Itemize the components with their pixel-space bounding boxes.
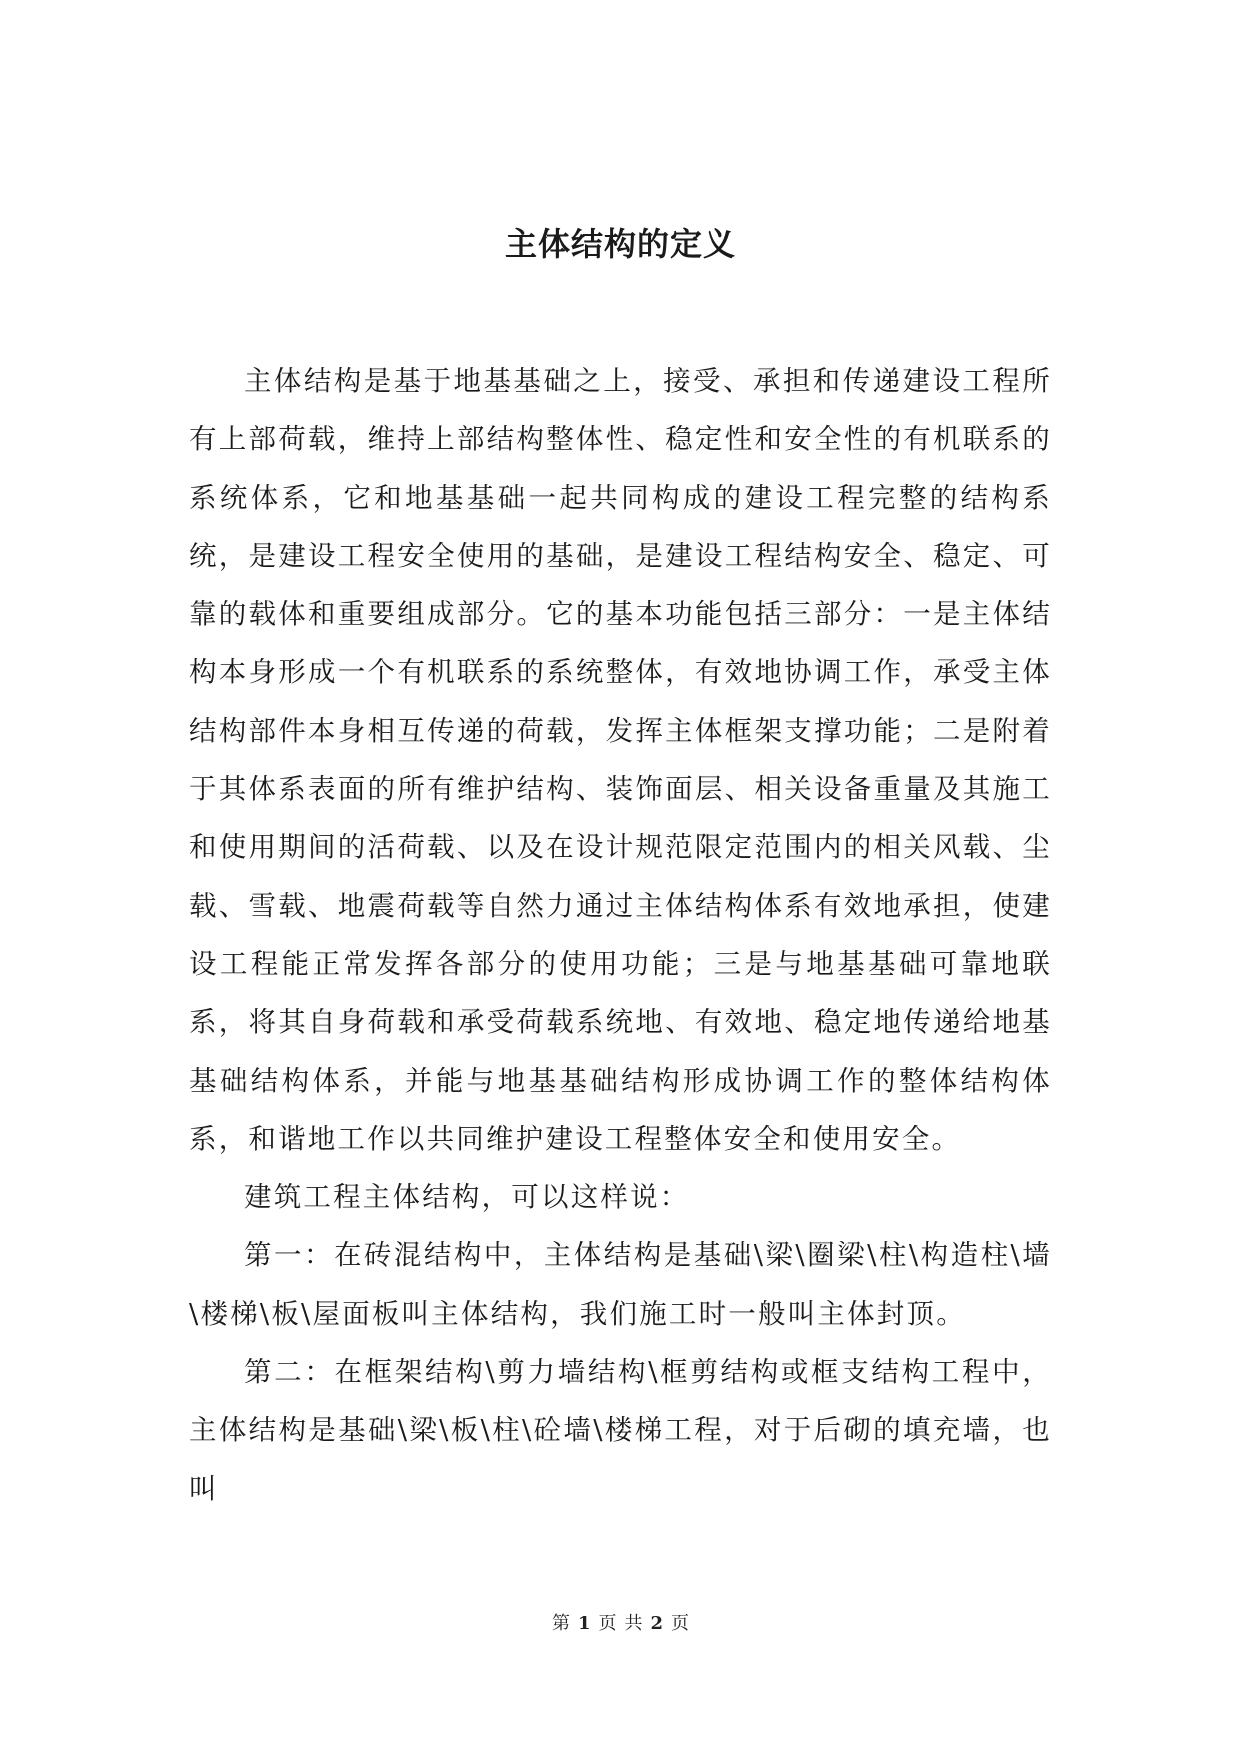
footer-total-pages: 2 xyxy=(650,1613,664,1634)
footer-page-label: 页 xyxy=(598,1613,617,1634)
document-title: 主体结构的定义 xyxy=(504,225,736,263)
footer-total-prefix: 共 xyxy=(624,1613,643,1634)
paragraph-first: 第一：在砖混结构中，主体结构是基础\梁\圈梁\柱\构造柱\墙\楼梯\板\屋面板叫主体结构，我们施工时一般叫主体封顶。 xyxy=(189,1239,1052,1330)
footer-current-page: 1 xyxy=(577,1613,591,1634)
footer-prefix: 第 xyxy=(551,1613,570,1634)
document-body xyxy=(189,352,1052,1518)
paragraph-intro: 建筑工程主体结构，可以这样说： xyxy=(244,1181,690,1214)
footer-total-suffix: 页 xyxy=(671,1613,690,1634)
paragraph-second: 第二：在框架结构\剪力墙结构\框剪结构或框支结构工程中，主体结构是基础\梁\板\柱\砼墙\楼梯工程，对于后砌的填充墙，也叫 xyxy=(189,1356,1052,1505)
page-footer xyxy=(0,1612,1241,1636)
paragraph-definition: 主体结构是基于地基基础之上，接受、承担和传递建设工程所有上部荷载，维持上部结构整体性、稳定性和安全性的有机联系的系统体系，它和地基基础一起共同构成的建设工程完整的结构系统，是建设工程安全使用的基础，是建设工程结构安全、稳定、可靠的载体和重要组成部分。它的基本功能包括三部分：一是主体结构本身形成一个有机联系的系统整体，有效地协调工作，承受主体结构部件本身相互传递的荷载，发挥主体框架支撑功能；二是附着于其体系表面的所有维护结构、装饰面层、相关设备重量及其施工和使用期间的活荷载、以及在设计规范限定范围内的相关风载、尘载、雪载、地震荷载等自然力通过主体结构体系有效地承担，使建设工程能正常发挥各部分的使用功能；三是与地基基础可靠地联系，将其自身荷载和承受荷载系统地、有效地、稳定地传递给地基基础结构体系，并能与地基基础结构形成协调工作的整体结构体系，和谐地工作以共同维护建设工程整体安全和使用安全。 xyxy=(189,365,1052,1155)
